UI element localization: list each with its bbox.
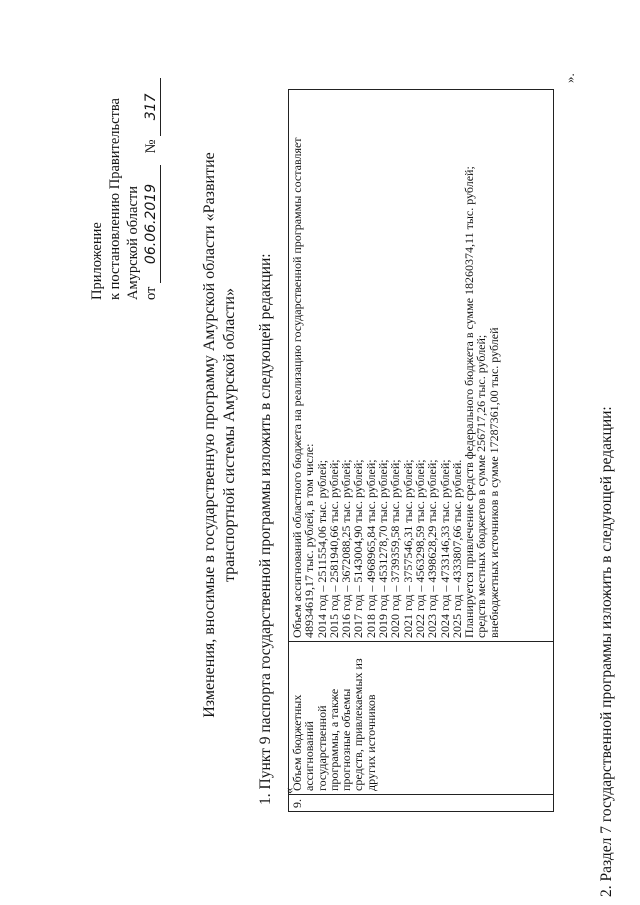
value-line: 2021 год – 3757546,31 тыс. рублей; [400, 459, 415, 638]
value-line: 2015 год – 2581940,66 тыс. рублей; [326, 459, 341, 638]
value-line: 2022 год – 4563298,59 тыс. рублей; [412, 459, 427, 638]
row-value-cell [289, 90, 554, 642]
value-line: средств местных бюджетов в сумме 256717,26 тыс. рублей; [474, 334, 489, 638]
row-number-cell: 9. [289, 795, 554, 812]
value-line: 2020 год – 3739359,58 тыс. рублей; [388, 459, 403, 638]
document-title: Изменения, вносимые в государственную программу Амурской области «Развитие транспортной системы Амурской области» [201, 152, 238, 718]
value-line: 2025 год – 4333807,66 тыс. рублей. [449, 459, 464, 638]
opening-quote: « [281, 787, 296, 794]
appendix-date-number-row [142, 0, 161, 300]
table-row [289, 90, 554, 812]
value-line: Планируется привлечение средств федерального бюджета в сумме 18260374,11 тыс. рублей; [462, 166, 477, 638]
value-line: 2018 год – 4968965,84 тыс. рублей; [363, 459, 378, 638]
value-lines [291, 93, 500, 638]
date-prefix: от [143, 286, 159, 300]
appendix-line-2: к постановлению Правительства [107, 98, 123, 300]
section-2-instruction: 2. Раздел 7 государственной программы изложить в следующей редакции: [598, 406, 615, 897]
value-line: 2017 год – 5143004,90 тыс. рублей; [351, 459, 366, 638]
value-line: Объем ассигнований областного бюджета на реализацию государственной программы составляет [290, 137, 304, 638]
passport-table [288, 89, 554, 812]
value-line: 48934619,17 тыс. рублей, в том числе: [302, 443, 317, 638]
value-line: внебюджетных источников в сумме 17287361,00 тыс. рублей [486, 327, 501, 638]
value-line: 2014 год – 2511554,06 тыс. рублей; [314, 459, 329, 638]
appendix-block [88, 0, 161, 300]
appendix-line-3: Амурской области [125, 186, 141, 300]
value-line: 2023 год – 4398628,29 тыс. рублей; [425, 459, 440, 638]
handwritten-date: 06.06.2019 [142, 165, 161, 283]
value-line: 2016 год – 3672088,25 тыс. рублей; [339, 459, 354, 638]
appendix-title: Приложение [89, 222, 105, 300]
number-sign: № [143, 139, 159, 154]
item-1-instruction: 1. Пункт 9 паспорта государственной программы изложить в следующей редакции: [257, 253, 274, 805]
handwritten-number: 317 [142, 78, 161, 136]
value-line: 2019 год – 4531278,70 тыс. рублей; [376, 459, 391, 638]
closing-quote: ». [562, 73, 577, 83]
value-line: 2024 год – 4733146,33 тыс. рублей; [437, 459, 452, 638]
row-name-cell: Объем бюджетных ассигнований государственной программы, а также прогнозные объемы средств, привлекаемых из других источников [289, 642, 554, 795]
